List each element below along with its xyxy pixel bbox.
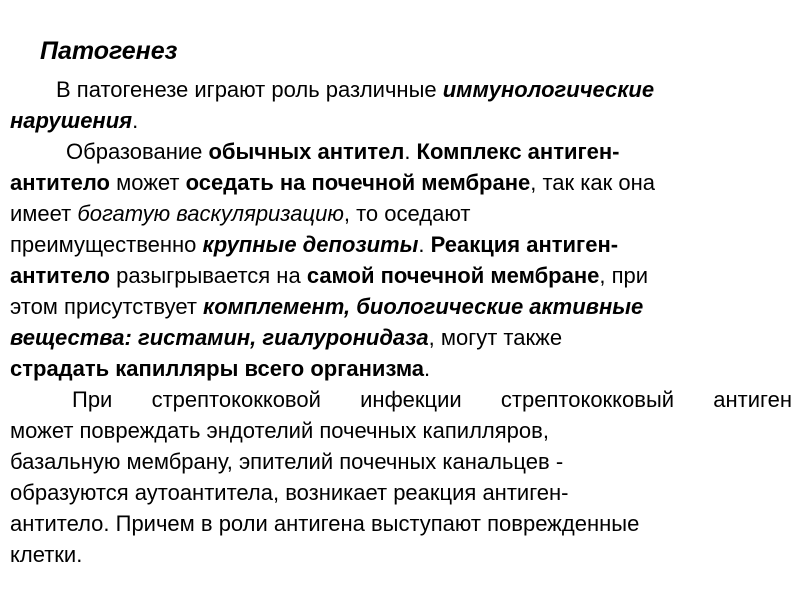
text-word: стрептококковой — [151, 387, 321, 412]
text-segment: , при — [599, 263, 649, 288]
text-line — [10, 384, 792, 415]
text-segment: , так как она — [530, 170, 655, 195]
emphasis-text: антитело — [10, 263, 110, 288]
text-segment: . — [424, 356, 431, 381]
emphasis-text: иммунологические — [442, 77, 655, 102]
emphasis-text: оседать на почечной мембране — [185, 170, 531, 195]
text-line — [10, 198, 792, 229]
slide-title: Патогенез — [40, 37, 178, 65]
text-line — [10, 291, 792, 322]
text-line — [10, 136, 792, 167]
emphasis-text: нарушения — [10, 108, 133, 133]
text-segment: . — [418, 232, 431, 257]
text-word: стрептококковый — [500, 387, 675, 412]
text-line — [10, 167, 792, 198]
emphasis-text: антитело — [10, 170, 110, 195]
text-segment: В патогенезе играют роль различные — [56, 77, 443, 102]
text-segment: преимущественно — [10, 232, 203, 257]
text-line — [10, 322, 792, 353]
text-segment: образуются аутоантитела, возникает реакция антиген- — [10, 480, 569, 505]
emphasis-text: страдать капилляры всего организма — [10, 356, 425, 381]
text-segment: имеет — [10, 201, 78, 226]
text-line — [10, 508, 792, 539]
text-segment: разыгрывается на — [109, 263, 307, 288]
text-segment: может повреждать эндотелий почечных капилляров, — [10, 418, 549, 443]
emphasis-text: вещества: гистамин, гиалуронидаза — [10, 325, 429, 350]
text-word: инфекции — [360, 387, 462, 412]
text-line — [10, 74, 792, 105]
text-segment: этом присутствует — [10, 294, 204, 319]
text-line — [10, 415, 792, 446]
emphasis-text: крупные депозиты — [202, 232, 419, 257]
emphasis-text: богатую васкуляризацию — [77, 201, 344, 226]
text-line — [10, 229, 792, 260]
text-segment: Образование — [66, 139, 209, 164]
emphasis-text: комплемент, биологические активные — [203, 294, 644, 319]
emphasis-text: Реакция антиген- — [430, 232, 619, 257]
text-segment: , то оседают — [343, 201, 471, 226]
emphasis-text: самой почечной мембране — [306, 263, 600, 288]
slide-body-text — [10, 74, 792, 570]
text-segment: антитело. Причем в роли антигена выступают поврежденные — [10, 511, 640, 536]
text-segment: . — [132, 108, 139, 133]
text-line — [10, 105, 792, 136]
text-word: При — [72, 387, 113, 412]
text-line — [10, 353, 792, 384]
text-segment: может — [109, 170, 186, 195]
text-segment: . — [404, 139, 417, 164]
text-segment: базальную мембрану, эпителий почечных канальцев - — [10, 449, 564, 474]
text-segment: , могут также — [428, 325, 563, 350]
emphasis-text: обычных антител — [208, 139, 405, 164]
text-segment: клетки. — [10, 542, 83, 567]
text-line — [10, 539, 792, 570]
emphasis-text: Комплекс антиген- — [416, 139, 620, 164]
text-line — [10, 260, 792, 291]
text-line — [10, 477, 792, 508]
text-line — [10, 446, 792, 477]
text-word: антиген — [713, 387, 792, 412]
